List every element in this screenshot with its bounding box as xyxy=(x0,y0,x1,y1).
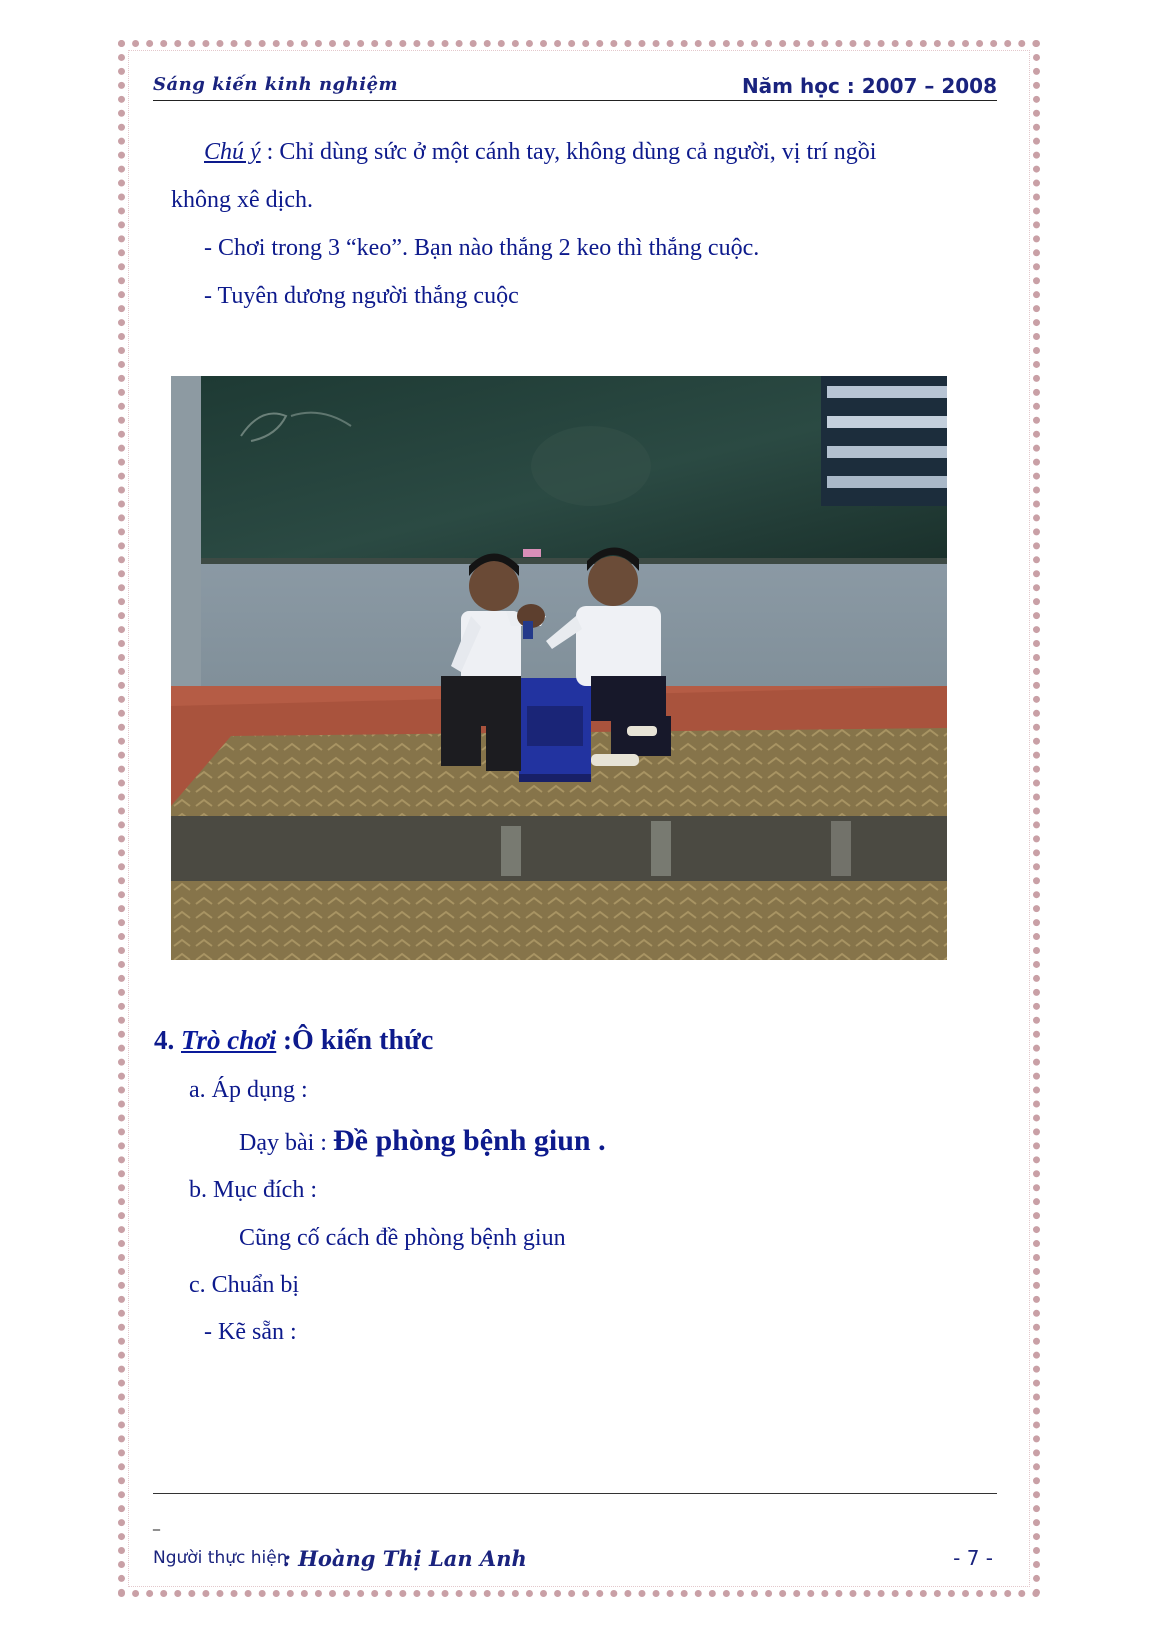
rule-1: - Chơi trong 3 “keo”. Bạn nào thắng 2 keo thì thắng cuộc. xyxy=(204,235,760,261)
note-continuation: không xê dịch. xyxy=(171,187,313,213)
item-c-label: c. Chuẩn bị xyxy=(189,1272,299,1298)
arm-wrestling-photo xyxy=(171,376,947,960)
section-4-separator: : xyxy=(276,1025,292,1055)
page-footer xyxy=(153,1546,997,1576)
item-a-lesson xyxy=(239,1126,606,1158)
section-4-number: 4. xyxy=(154,1025,175,1055)
footer-rule xyxy=(153,1493,997,1494)
section-4-heading xyxy=(154,1025,433,1057)
note-label: Chú ý xyxy=(204,139,261,165)
item-a-label: a. Áp dụng : xyxy=(189,1077,308,1103)
section-4-label: Trò chơi xyxy=(181,1025,277,1055)
footer-dash: _ xyxy=(153,1515,160,1531)
page-number: - 7 - xyxy=(953,1546,993,1570)
lesson-prefix: Dạy bài : xyxy=(239,1130,333,1156)
rule-2: - Tuyên dương người thắng cuộc xyxy=(204,283,519,309)
note-line xyxy=(204,140,876,164)
photo-illustration xyxy=(171,376,947,960)
section-4-title: Ô kiến thức xyxy=(292,1025,434,1056)
item-b-label: b. Mục đích : xyxy=(189,1177,317,1203)
footer-author-label: Người thực hiện xyxy=(153,1548,288,1568)
item-c-text: - Kẽ sẵn : xyxy=(204,1319,297,1345)
page-header xyxy=(153,74,997,101)
footer-author-name: : Hoàng Thị Lan Anh xyxy=(283,1546,527,1571)
note-text: : Chỉ dùng sức ở một cánh tay, không dùng cả người, vị trí ngồi xyxy=(260,139,877,165)
header-school-year: Năm học : 2007 – 2008 xyxy=(741,74,997,98)
lesson-topic: Đề phòng bệnh giun . xyxy=(332,1124,606,1157)
header-title: Sáng kiến kinh nghiệm xyxy=(153,74,399,95)
item-b-text: Cũng cố cách đề phòng bệnh giun xyxy=(239,1225,566,1251)
